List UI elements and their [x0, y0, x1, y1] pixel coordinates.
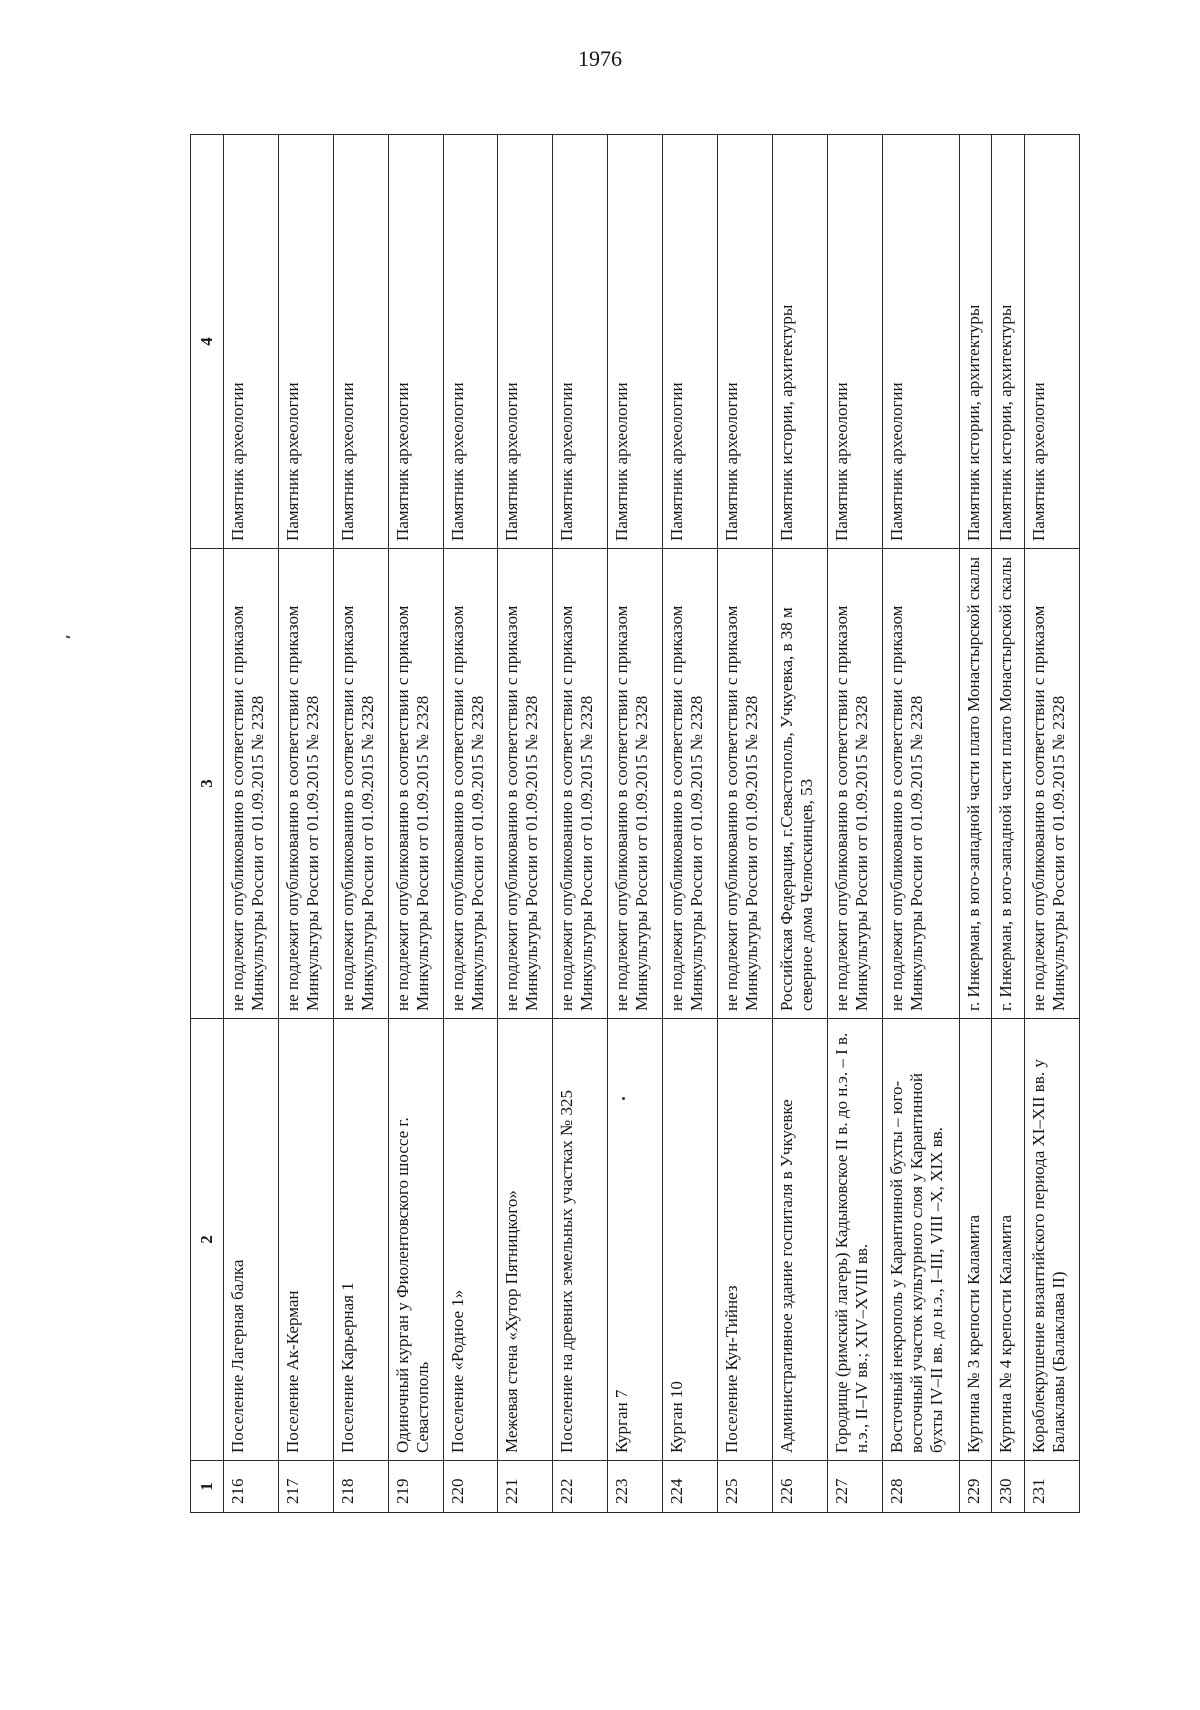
column-header-1: 1 — [191, 1461, 224, 1513]
monument-category: Памятник археологии — [827, 135, 882, 549]
monument-name: Поселение Карьерная 1 — [333, 1019, 388, 1461]
monument-category: Памятник археологии — [718, 135, 773, 549]
column-header-4: 4 — [191, 135, 224, 549]
monument-location: не подлежит опубликованию в соответствии с приказом Минкультуры России от 01.09.2015 № 2328 — [827, 549, 882, 1019]
table-row — [772, 135, 827, 1513]
monument-location: не подлежит опубликованию в соответствии с приказом Минкультуры России от 01.09.2015 № 2328 — [443, 549, 498, 1019]
monument-location: не подлежит опубликованию в соответствии с приказом Минкультуры России от 01.09.2015 № 2328 — [718, 549, 773, 1019]
monument-location: не подлежит опубликованию в соответствии с приказом Минкультуры России от 01.09.2015 № 2328 — [224, 549, 279, 1019]
page-number: 1976 — [578, 46, 622, 71]
table-row — [278, 135, 333, 1513]
row-number: 230 — [992, 1461, 1024, 1513]
monument-name: Курган 7 — [608, 1019, 663, 1461]
monument-category: Памятник археологии — [498, 135, 553, 549]
table-row — [718, 135, 773, 1513]
monument-location: не подлежит опубликованию в соответствии с приказом Минкультуры России от 01.09.2015 № 2328 — [278, 549, 333, 1019]
row-number: 220 — [443, 1461, 498, 1513]
monument-category: Памятник археологии — [278, 135, 333, 549]
row-number: 217 — [278, 1461, 333, 1513]
row-number: 221 — [498, 1461, 553, 1513]
row-number: 219 — [388, 1461, 443, 1513]
monument-name: Курган 10 — [663, 1019, 718, 1461]
row-number: 229 — [959, 1461, 991, 1513]
monument-category: Памятник археологии — [224, 135, 279, 549]
monument-category: Памятник истории, архитектуры — [992, 135, 1024, 549]
monument-location: г. Инкерман, в юго-западной части плато Монастырской скалы — [992, 549, 1024, 1019]
row-number: 231 — [1024, 1461, 1079, 1513]
monument-name: Поселение Ак-Керман — [278, 1019, 333, 1461]
row-number: 223 — [608, 1461, 663, 1513]
table-row — [553, 135, 608, 1513]
table-row — [608, 135, 663, 1513]
row-number: 225 — [718, 1461, 773, 1513]
header-row — [191, 135, 224, 1513]
monument-name: Восточный некрополь у Карантинной бухты – юго-восточный участок культурного слоя у Карантинной бухты IV–II вв. до н.э., I–III, VIII –X, XIX вв. — [882, 1019, 959, 1461]
monument-category: Памятник археологии — [388, 135, 443, 549]
monument-location: не подлежит опубликованию в соответствии с приказом Минкультуры России от 01.09.2015 № 2328 — [553, 549, 608, 1019]
monument-name: Поселение «Родное 1» — [443, 1019, 498, 1461]
row-number: 218 — [333, 1461, 388, 1513]
rotated-table-container — [190, 135, 1080, 1513]
monument-name: Поселение на древних земельных участках № 325 — [553, 1019, 608, 1461]
scan-speck — [66, 635, 70, 638]
monument-category: Памятник археологии — [333, 135, 388, 549]
row-number: 227 — [827, 1461, 882, 1513]
monument-name: Одиночный курган у Фиолентовского шоссе г. Севастополь — [388, 1019, 443, 1461]
monument-name: Поселение Кун-Тийнез — [718, 1019, 773, 1461]
monument-location: не подлежит опубликованию в соответствии с приказом Минкультуры России от 01.09.2015 № 2328 — [333, 549, 388, 1019]
monument-category: Памятник археологии — [608, 135, 663, 549]
row-number: 226 — [772, 1461, 827, 1513]
monument-location: не подлежит опубликованию в соответствии с приказом Минкультуры России от 01.09.2015 № 2328 — [498, 549, 553, 1019]
column-header-3: 3 — [191, 549, 224, 1019]
monument-name: Кораблекрушение византийского периода XI–XII вв. у Балаклавы (Балаклава II) — [1024, 1019, 1079, 1461]
monuments-table — [190, 134, 1080, 1513]
monument-category: Памятник археологии — [1024, 135, 1079, 549]
monument-location: не подлежит опубликованию в соответствии с приказом Минкультуры России от 01.09.2015 № 2328 — [1024, 549, 1079, 1019]
table-row — [224, 135, 279, 1513]
table-row — [992, 135, 1024, 1513]
table-row — [443, 135, 498, 1513]
monument-category: Памятник археологии — [443, 135, 498, 549]
monument-category: Памятник археологии — [553, 135, 608, 549]
table-row — [959, 135, 991, 1513]
monument-name: Административное здание госпиталя в Учкуевке — [772, 1019, 827, 1461]
monument-name: Поселение Лагерная балка — [224, 1019, 279, 1461]
monument-name: Межевая стена «Хутор Пятницкого» — [498, 1019, 553, 1461]
monument-location: не подлежит опубликованию в соответствии с приказом Минкультуры России от 01.09.2015 № 2328 — [388, 549, 443, 1019]
row-number: 216 — [224, 1461, 279, 1513]
monument-location: не подлежит опубликованию в соответствии с приказом Минкультуры России от 01.09.2015 № 2328 — [608, 549, 663, 1019]
monument-category: Памятник истории, архитектуры — [959, 135, 991, 549]
monument-name: Куртина № 4 крепости Каламита — [992, 1019, 1024, 1461]
table-row — [1024, 135, 1079, 1513]
table-row — [388, 135, 443, 1513]
monument-location: не подлежит опубликованию в соответствии с приказом Минкультуры России от 01.09.2015 № 2328 — [663, 549, 718, 1019]
table-row — [827, 135, 882, 1513]
monument-location: не подлежит опубликованию в соответствии с приказом Минкультуры России от 01.09.2015 № 2328 — [882, 549, 959, 1019]
monument-name: Куртина № 3 крепости Каламита — [959, 1019, 991, 1461]
row-number: 222 — [553, 1461, 608, 1513]
monument-location: г. Инкерман, в юго-западной части плато Монастырской скалы — [959, 549, 991, 1019]
row-number: 224 — [663, 1461, 718, 1513]
row-number: 228 — [882, 1461, 959, 1513]
monument-category: Памятник истории, архитектуры — [772, 135, 827, 549]
column-header-2: 2 — [191, 1019, 224, 1461]
table-row — [882, 135, 959, 1513]
table-row — [663, 135, 718, 1513]
monument-name: Городище (римский лагерь) Кадыковское II в. до н.э. – I в. н.э., II–IV вв.; XIV–XVIII вв. — [827, 1019, 882, 1461]
table-row — [498, 135, 553, 1513]
monument-category: Памятник археологии — [882, 135, 959, 549]
table-row — [333, 135, 388, 1513]
monument-category: Памятник археологии — [663, 135, 718, 549]
monument-location: Российская Федерация, г.Севастополь, Учкуевка, в 38 м северное дома Челюскинцев, 53 — [772, 549, 827, 1019]
